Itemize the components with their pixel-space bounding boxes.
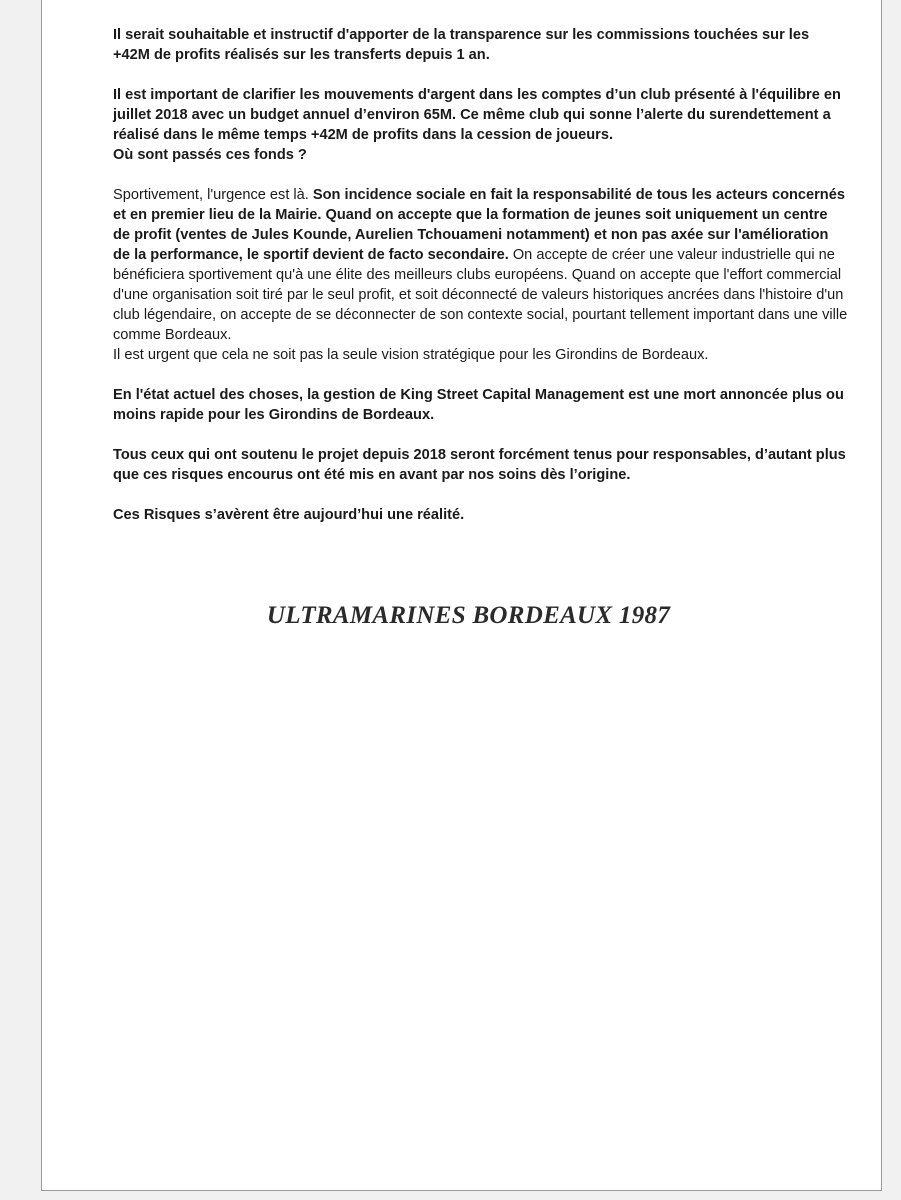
paragraph-money-movements: Il est important de clarifier les mouvements d'argent dans les comptes d’un club présenté à l'équilibre en juillet 2018 avec un budget annuel d’environ 65M. Ce même club qui sonne l’alerte du surendettement a réalisé dans le même temps +42M de profits dans la cession de joueurs.	[113, 87, 841, 143]
sporting-urgency-intro: Sportivement, l'urgence est là.	[113, 187, 313, 203]
sporting-urgency-rest: On accepte de créer une valeur industrielle qui ne bénéficiera sportivement qu'à une élite des meilleurs clubs européens. Quand on accepte que l'effort commercial d'une organisation soit tiré par le seul profit, et soit déconnecté de valeurs historiques ancrées dans l'histoire d'un club légendaire, on accepte de se déconnecter de son contexte social, pourtant tellement important dans une ville comme Bordeaux.	[113, 247, 848, 343]
sporting-urgency-bold: Son incidence sociale en fait la responsabilité de tous les acteurs concernés et en premier lieu de la Mairie. Quand on accepte que la formation de jeunes soit uniquement un centre de profit (ventes de Jules Kounde, Aurelien Tchouameni notamment) et non pas axée sur l'amélioration de la performance, le sportif devient de facto secondaire.	[113, 187, 845, 263]
paragraph-risks-reality: Ces Risques s’avèrent être aujourd’hui une réalité.	[113, 507, 465, 523]
paragraph-strategic-vision: Il est urgent que cela ne soit pas la seule vision stratégique pour les Girondins de Bordeaux.	[113, 347, 709, 363]
paragraph-sporting-urgency	[113, 185, 848, 345]
signature: ULTRAMARINES BORDEAUX 1987	[266, 602, 671, 629]
document-body	[113, 25, 848, 545]
paragraph-funds-question: Où sont passés ces fonds ?	[113, 147, 307, 163]
paragraph-transparency: Il serait souhaitable et instructif d'apporter de la transparence sur les commissions touchées sur les +42M de profits réalisés sur les transferts depuis 1 an.	[113, 27, 810, 63]
paragraph-responsibility: Tous ceux qui ont soutenu le projet depuis 2018 seront forcément tenus pour responsables, d’autant plus que ces risques encourus ont été mis en avant par nos soins dès l’origine.	[113, 447, 846, 483]
paragraph-king-street: En l'état actuel des choses, la gestion de King Street Capital Management est une mort annoncée plus ou moins rapide pour les Girondins de Bordeaux.	[113, 387, 844, 423]
document-page	[41, 0, 882, 1191]
